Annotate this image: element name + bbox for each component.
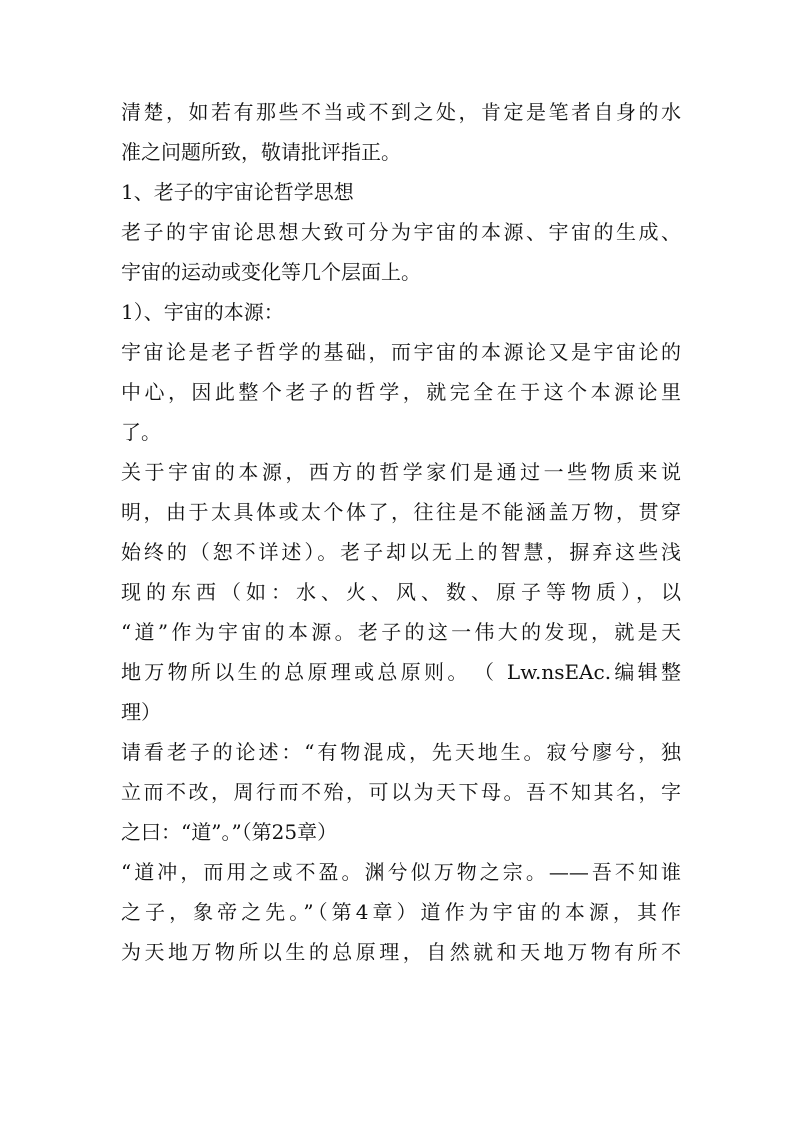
text-line: “道”作为宇宙的本源。老子的这一伟大的发现，就是天 — [121, 620, 681, 644]
text-line: 之子，象帝之先。”（第4章）道作为宇宙的本源，其作 — [121, 900, 681, 924]
text-line: 关于宇宙的本源，西方的哲学家们是通过一些物质来说 — [121, 460, 681, 484]
text-line: 宇宙的运动或变化等几个层面上。 — [121, 260, 421, 284]
text-line: 之曰：“道”。”（第25章） — [121, 820, 338, 844]
subsection-heading: 1）、宇宙的本源： — [121, 300, 284, 324]
text-line: 了。 — [121, 420, 161, 444]
text-line: 明，由于太具体或太个体了，往往是不能涵盖万物，贯穿 — [121, 500, 681, 524]
text-line: 现的东西（如：水、火、风、数、原子等物质），以 — [121, 580, 681, 604]
text-line: 宇宙论是老子哲学的基础，而宇宙的本源论又是宇宙论的 — [121, 340, 681, 364]
text-line: 中心，因此整个老子的哲学，就完全在于这个本源论里 — [121, 380, 681, 404]
text-line: “道冲，而用之或不盈。渊兮似万物之宗。——吾不知谁 — [121, 860, 681, 884]
text-line: 准之问题所致，敬请批评指正。 — [121, 140, 401, 164]
text-line: 立而不改，周行而不殆，可以为天下母。吾不知其名，字 — [121, 780, 681, 804]
section-heading: 1、老子的宇宙论哲学思想 — [121, 180, 354, 204]
text-line: 理） — [121, 700, 161, 724]
text-line: 为天地万物所以生的总原理，自然就和天地万物有所不 — [121, 940, 681, 964]
text-line: 清楚，如若有那些不当或不到之处，肯定是笔者自身的水 — [121, 100, 681, 124]
text-line: 地万物所以生的总原理或总原则。 （ Lw.nsEAc.编辑整 — [121, 660, 681, 684]
body-text — [121, 92, 681, 972]
text-line: 请看老子的论述：“有物混成，先天地生。寂兮廖兮，独 — [121, 740, 681, 764]
text-line: 老子的宇宙论思想大致可分为宇宙的本源、宇宙的生成、 — [121, 220, 681, 244]
text-line: 始终的（恕不详述）。老子却以无上的智慧，摒弃这些浅 — [121, 540, 681, 564]
